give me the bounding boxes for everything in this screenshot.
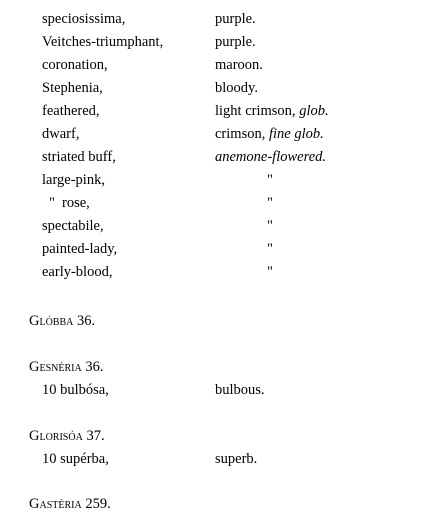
genus-name: Gastèria <box>29 496 82 512</box>
variety-name: Veitches-triumphant, <box>42 34 164 50</box>
variety-row <box>0 100 447 122</box>
genus-heading <box>29 493 111 515</box>
species-row <box>0 379 447 401</box>
genus-heading <box>29 356 103 378</box>
variety-name: coronation, <box>42 57 108 73</box>
genus-name: Glóbba <box>29 313 74 329</box>
genus-number: 259. <box>85 496 111 512</box>
species-name: 10 supérba, <box>42 451 109 467</box>
variety-name: feathered, <box>42 103 100 119</box>
variety-description: maroon. <box>215 57 263 73</box>
variety-description: light crimson, glob. <box>215 103 329 119</box>
variety-name: painted-lady, <box>42 241 118 257</box>
genus-name: Glorisóa <box>29 428 83 444</box>
genus-number: 37. <box>86 428 105 444</box>
genus-heading <box>29 310 95 332</box>
variety-name: early-blood, <box>42 264 113 280</box>
variety-row <box>0 8 447 30</box>
ditto-mark: " <box>267 218 273 234</box>
genus-name: Gesnéria <box>29 359 82 375</box>
variety-row <box>0 238 447 260</box>
ditto-mark: " <box>267 241 273 257</box>
variety-row <box>0 169 447 191</box>
variety-row <box>0 192 447 214</box>
variety-name: striated buff, <box>42 149 116 165</box>
ditto-mark: " <box>267 195 273 211</box>
variety-description: bloody. <box>215 80 258 96</box>
variety-name: spectabile, <box>42 218 104 234</box>
ditto-mark: " <box>49 195 55 211</box>
species-row <box>0 448 447 470</box>
variety-name: speciosissima, <box>42 11 126 27</box>
variety-row <box>0 261 447 283</box>
variety-name: " rose, <box>42 192 90 214</box>
variety-description: anemone-flowered. <box>215 149 327 165</box>
variety-description: purple. <box>215 11 256 27</box>
variety-row <box>0 31 447 53</box>
genus-number: 36. <box>85 359 104 375</box>
genus-number: 36. <box>77 313 96 329</box>
species-description: superb. <box>215 451 258 467</box>
variety-row <box>0 146 447 168</box>
variety-name: large-pink, <box>42 172 105 188</box>
ditto-mark: " <box>267 264 273 280</box>
genus-heading <box>29 425 105 447</box>
variety-row <box>0 215 447 237</box>
species-description: bulbous. <box>215 382 265 398</box>
variety-description: crimson, fine glob. <box>215 126 324 142</box>
variety-description: purple. <box>215 34 256 50</box>
variety-name: dwarf, <box>42 126 80 142</box>
variety-row <box>0 77 447 99</box>
ditto-mark: " <box>267 172 273 188</box>
variety-name: Stephenia, <box>42 80 103 96</box>
variety-row <box>0 123 447 145</box>
variety-row <box>0 54 447 76</box>
species-name: 10 bulbósa, <box>42 382 109 398</box>
